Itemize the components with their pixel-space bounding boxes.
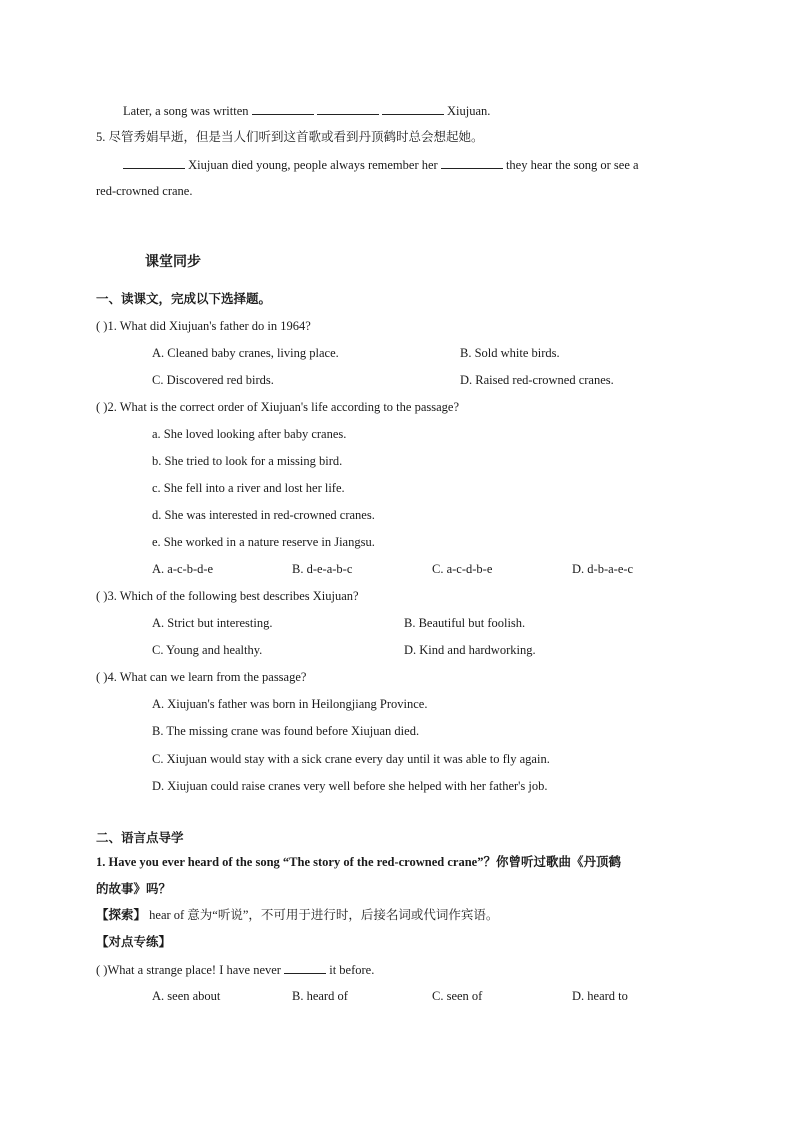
language-point-1: 1. Have you ever heard of the song “The story of the red-crowned crane”？你曾听过歌曲《丹顶鹤	[96, 855, 621, 869]
q1-option-d: D. Raised red-crowned cranes.	[460, 373, 614, 387]
answer-paren[interactable]: ( )	[96, 670, 108, 684]
q2-event-d: d. She was interested in red-crowned cranes.	[152, 508, 375, 522]
q2-event-a: a. She loved looking after baby cranes.	[152, 427, 347, 441]
sentence-4-suffix: Xiujuan.	[447, 104, 491, 118]
q2-option-b: B. d-e-a-b-c	[292, 562, 353, 576]
question-1	[96, 317, 311, 335]
explore-note	[96, 906, 498, 924]
question-5-middle: Xiujuan died young, people always remember her	[188, 158, 438, 172]
question-4-stem: 4. What can we learn from the passage?	[107, 670, 307, 684]
q1-option-c: C. Discovered red birds.	[152, 373, 274, 387]
question-5-line2: red-crowned crane.	[96, 184, 193, 198]
question-1-stem: 1. What did Xiujuan's father do in 1964?	[107, 319, 311, 333]
q4-option-b: B. The missing crane was found before Xiujuan died.	[152, 724, 420, 738]
q4-option-c: C. Xiujuan would stay with a sick crane every day until it was able to fly again.	[152, 752, 550, 766]
q3-option-a: A. Strict but interesting.	[152, 616, 273, 630]
q4-option-d: D. Xiujuan could raise cranes very well before she helped with her father's job.	[152, 779, 548, 793]
answer-blank[interactable]	[441, 155, 503, 169]
explore-text: hear of 意为“听说”，不可用于进行时，后接名词或代词作宾语。	[146, 908, 499, 922]
answer-paren[interactable]: ( )	[96, 400, 108, 414]
answer-blank[interactable]	[382, 101, 444, 115]
question-2	[96, 398, 459, 416]
sentence-4-prefix: Later, a song was written	[123, 104, 249, 118]
question-4	[96, 668, 306, 686]
q3-option-b: B. Beautiful but foolish.	[404, 616, 526, 630]
q2-option-a: A. a-c-b-d-e	[152, 562, 214, 576]
practice-label: 【对点专练】	[96, 935, 172, 949]
practice-option-c: C. seen of	[432, 989, 483, 1003]
q2-option-c: C. a-c-d-b-e	[432, 562, 493, 576]
q1-option-b: B. Sold white birds.	[460, 346, 560, 360]
practice-option-b: B. heard of	[292, 989, 348, 1003]
q2-event-b: b. She tried to look for a missing bird.	[152, 454, 343, 468]
practice-question	[96, 960, 374, 979]
practice-stem-a: What a strange place! I have never	[107, 963, 281, 977]
explore-label: 【探索】	[96, 908, 147, 922]
question-5-end: they hear the song or see a	[505, 158, 639, 172]
practice-stem-b: it before.	[329, 963, 375, 977]
question-2-stem: 2. What is the correct order of Xiujuan's life according to the passage?	[107, 400, 459, 414]
sentence-4-english	[123, 101, 490, 120]
answer-blank[interactable]	[317, 101, 379, 115]
practice-option-d: D. heard to	[572, 989, 628, 1003]
q3-option-d: D. Kind and hardworking.	[404, 643, 536, 657]
answer-blank[interactable]	[252, 101, 314, 115]
question-3	[96, 587, 359, 605]
q4-option-a: A. Xiujuan's father was born in Heilongjiang Province.	[152, 697, 428, 711]
q2-event-c: c. She fell into a river and lost her life.	[152, 481, 345, 495]
answer-paren[interactable]: ( )	[96, 963, 108, 977]
answer-paren[interactable]: ( )	[96, 589, 108, 603]
answer-blank[interactable]	[284, 960, 326, 974]
section-title: 课堂同步	[145, 255, 201, 270]
question-5-english	[123, 155, 639, 174]
part2-heading: 二、语言点导学	[96, 831, 184, 845]
q1-option-a: A. Cleaned baby cranes, living place.	[152, 346, 339, 360]
question-5-chinese: 5. 尽管秀娟早逝，但是当人们听到这首歌或看到丹顶鹤时总会想起她。	[96, 130, 484, 144]
answer-blank[interactable]	[123, 155, 185, 169]
practice-option-a: A. seen about	[152, 989, 221, 1003]
answer-paren[interactable]: ( )	[96, 319, 108, 333]
q2-option-d: D. d-b-a-e-c	[572, 562, 634, 576]
question-3-stem: 3. Which of the following best describes Xiujuan?	[107, 589, 359, 603]
q3-option-c: C. Young and healthy.	[152, 643, 263, 657]
part1-heading: 一、读课文，完成以下选择题。	[96, 292, 272, 306]
q2-event-e: e. She worked in a nature reserve in Jiangsu.	[152, 535, 375, 549]
language-point-1-cont: 的故事》吗？	[96, 882, 172, 896]
